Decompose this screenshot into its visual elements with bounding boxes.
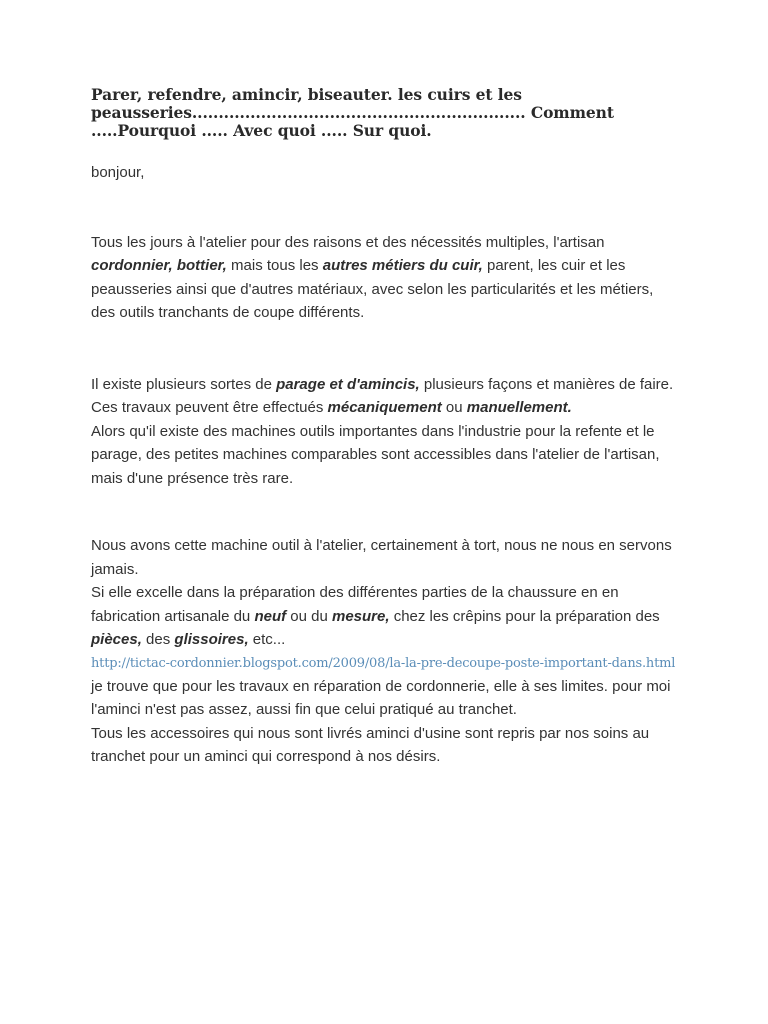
emphasis-text: mécaniquement bbox=[327, 399, 442, 416]
emphasis-text: neuf bbox=[254, 607, 287, 625]
text-segment: plusieurs façons et manières de faire. Ces travaux peuvent être effectués bbox=[91, 375, 674, 416]
text-segment: Nous avons cette machine outil à l'atelier, certainement à tort, nous ne nous en servons jamais. bbox=[91, 537, 672, 578]
emphasis-text: autres métiers du cuir, bbox=[322, 257, 483, 274]
emphasis-text: cordonnier, bottier, bbox=[91, 257, 227, 274]
paragraph-2 bbox=[91, 373, 681, 491]
emphasis-text: manuellement. bbox=[466, 399, 572, 416]
text-segment: Si elle excelle dans la préparation des différentes parties de la chaussure en en fabrication artisanale du bbox=[91, 584, 619, 625]
paragraph-1 bbox=[91, 231, 681, 325]
paragraph-3 bbox=[91, 534, 681, 769]
text-segment: parent, les cuir et les peausseries ainsi que d'autres matériaux, avec selon les particularités et les métiers, des outils tranchants de coupe différents. bbox=[91, 257, 654, 321]
text-segment: chez les crêpins pour la préparation des bbox=[389, 607, 660, 625]
emphasis-text: parage et d'amincis, bbox=[276, 375, 420, 393]
blog-link[interactable]: http://tictac-cordonnier.blogspot.com/2009/08/la-la-pre-decoupe-poste-important-dans.html bbox=[91, 655, 676, 671]
text-segment: Alors qu'il existe des machines outils importantes dans l'industrie pour la refente et le parage, des petites machines comparables sont accessibles dans l'atelier de l'artisan, mais d'une présence très rare. bbox=[91, 422, 660, 487]
text-segment: Tous les accessoires qui nous sont livrés aminci d'usine sont repris par nos soins au tranchet pour un aminci qui correspond à nos désirs. bbox=[91, 724, 650, 765]
emphasis-text: mesure, bbox=[331, 607, 390, 625]
greeting: bonjour, bbox=[91, 164, 145, 181]
text-segment: Il existe plusieurs sortes de bbox=[91, 375, 277, 393]
emphasis-text: glissoires, bbox=[174, 631, 249, 648]
document-title: Parer, refendre, amincir, biseauter. les cuirs et les peausseries............................................................... Comment .....Pourquoi ..... Avec quoi ..... Sur quoi. bbox=[91, 85, 614, 140]
text-segment: ou du bbox=[286, 607, 332, 625]
document-page bbox=[91, 86, 681, 769]
text-segment: Tous les jours à l'atelier pour des raisons et des nécessités multiples, l'artisan bbox=[91, 233, 605, 251]
emphasis-text: pièces, bbox=[91, 631, 142, 648]
text-segment: des bbox=[141, 631, 175, 648]
text-segment: ou bbox=[441, 399, 467, 416]
text-segment: mais tous les bbox=[226, 257, 323, 274]
text-segment: je trouve que pour les travaux en réparation de cordonnerie, elle à ses limites. pour moi l'aminci n'est pas assez, aussi fin que celui pratiqué au tranchet. bbox=[91, 677, 671, 718]
text-segment: etc... bbox=[248, 631, 286, 648]
